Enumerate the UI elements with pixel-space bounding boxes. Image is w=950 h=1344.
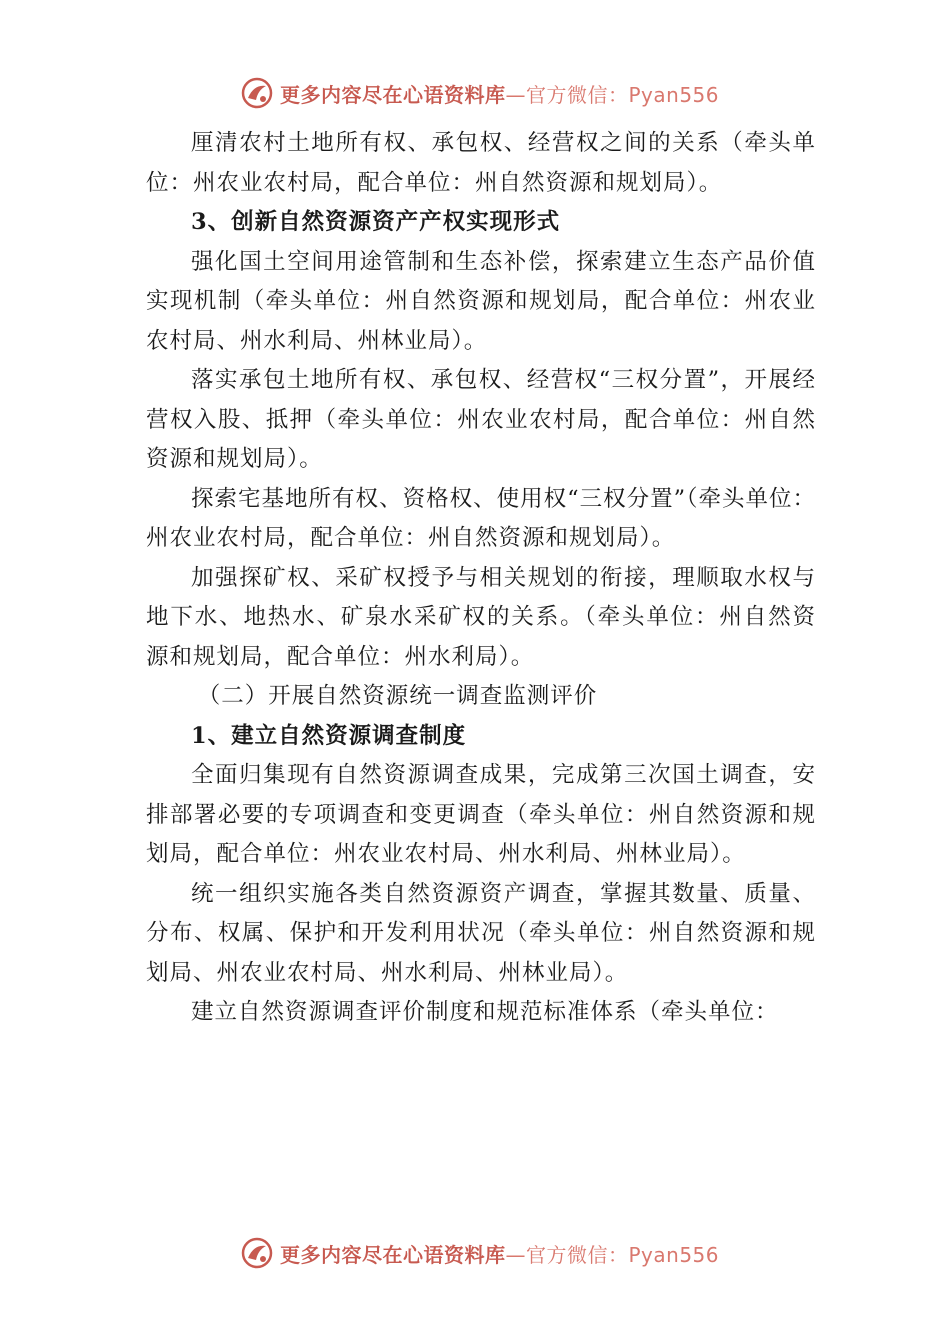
watermark-strong: 更多内容尽在心语资料库: [280, 82, 506, 107]
paragraph: 统一组织实施各类自然资源资产调查，掌握其数量、质量、分布、权属、保护和开发利用状况（牵头单位：州自然资源和规划局、州农业农村局、州水利局、州林业局）。: [146, 880, 816, 986]
heading-3: 3、创新自然资源资产产权实现形式: [191, 209, 561, 235]
heading-1: 1、建立自然资源调查制度: [191, 722, 467, 749]
library-logo-icon: [240, 1236, 274, 1270]
watermark-header: [240, 73, 719, 113]
paragraph-continuation: 厘清农村土地所有权、承包权、经营权之间的关系（牵头单位：州农业农村局，配合单位：州自然资源和规划局）。: [146, 130, 816, 196]
paragraph: 落实承包土地所有权、承包权、经营权“三权分置”，开展经营权入股、抵押（牵头单位：州农业农村局，配合单位：州自然资源和规划局）。: [146, 367, 816, 472]
paragraph: 全面归集现有自然资源调查成果，完成第三次国土调查，安排部署必要的专项调查和变更调查（牵头单位：州自然资源和规划局，配合单位：州农业农村局、州水利局、州林业局）。: [146, 762, 816, 867]
paragraph: 加强探矿权、采矿权授予与相关规划的衔接，理顺取水权与地下水、地热水、矿泉水采矿权的关系。（牵头单位：州自然资源和规划局，配合单位：州水利局）。: [146, 564, 816, 670]
watermark-footer: [240, 1233, 719, 1273]
watermark-text: [280, 1239, 719, 1268]
paragraph: 探索宅基地所有权、资格权、使用权“三权分置”（牵头单位：州农业农村局，配合单位：州自然资源和规划局）。: [146, 485, 816, 551]
watermark-text: [280, 79, 719, 108]
watermark-rest: —官方微信：Pyan556: [505, 82, 720, 107]
document-body: [146, 124, 816, 1033]
library-logo-icon: [240, 76, 274, 110]
section-heading: （二）开展自然资源统一调查监测评价: [197, 683, 598, 709]
watermark-strong: 更多内容尽在心语资料库: [280, 1242, 506, 1267]
watermark-rest: —官方微信：Pyan556: [505, 1242, 720, 1267]
paragraph: 强化国土空间用途管制和生态补偿，探索建立生态产品价值实现机制（牵头单位：州自然资源和规划局，配合单位：州农业农村局、州水利局、州林业局）。: [146, 248, 816, 354]
paragraph: 建立自然资源调查评价制度和规范标准体系（牵头单位：: [191, 999, 779, 1025]
